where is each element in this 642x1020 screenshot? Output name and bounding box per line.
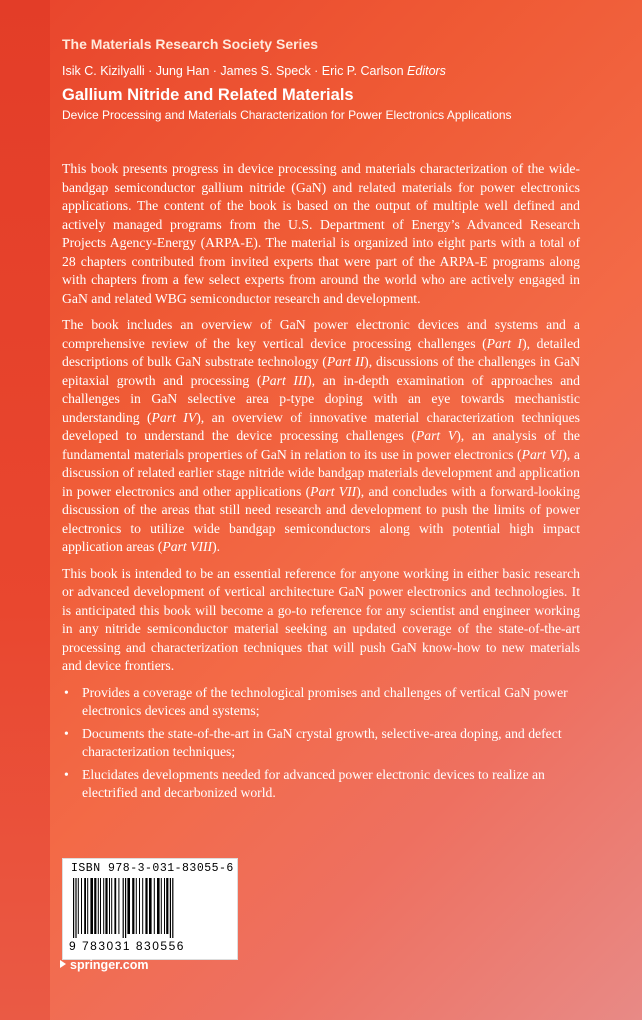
barcode-bar — [149, 878, 152, 934]
isbn-barcode — [62, 858, 238, 960]
book-subtitle: Device Processing and Materials Characterization for Power Electronics Applications — [62, 108, 512, 122]
barcode-bar — [84, 878, 86, 934]
part-ref: Part VIII — [162, 539, 213, 554]
barcode-bar — [118, 878, 119, 934]
barcode-bar — [139, 878, 140, 934]
book-title: Gallium Nitride and Related Materials — [62, 86, 354, 104]
p2-text: ), an in-depth examination of approaches and challenges in GaN selective area p-type doping with an eye towards mechanistic understanding ( — [62, 372, 580, 425]
barcode-bar — [73, 878, 74, 938]
part-ref: Part IV — [151, 409, 197, 425]
barcode-bar — [170, 878, 171, 938]
barcode-bar — [127, 878, 130, 934]
barcode-bars — [71, 878, 229, 938]
spine-strip — [0, 0, 50, 1020]
part-ref: Part III — [261, 372, 308, 388]
barcode-bar — [172, 878, 173, 938]
feature-list — [62, 684, 580, 803]
arrow-icon — [60, 960, 66, 968]
barcode-bar — [161, 878, 162, 934]
barcode-bar — [105, 878, 107, 934]
blurb-paragraph-1: This book presents progress in device processing and materials characterization of the wide-bandgap semiconductor gallium nitride (GaN) and related materials for power electronics applications. The content of the book is based on the output of multiple well defined and actively managed programs from the U.S. Department of Energy’s Advanced Research Projects Agency-Energy (ARPA-E). The material is organized into eight parts with a total of 28 chapters contributed from invited experts that were part of the ARPA-E programs along with chapters from a few select experts from around the world who are actively engaged in GaN and related WBG semiconductor research and development. — [62, 161, 580, 306]
barcode-bar — [90, 878, 93, 934]
part-ref: Part VI — [521, 446, 563, 462]
barcode-bar — [132, 878, 134, 934]
part-ref: Part V — [415, 428, 457, 443]
barcode-bar — [75, 878, 76, 938]
barcode-bar — [123, 878, 124, 938]
editors-label: Editors — [407, 64, 446, 78]
barcode-bar — [94, 878, 96, 934]
barcode-bar — [103, 878, 104, 934]
barcode-bar — [114, 878, 116, 934]
p2-text: ), discussions of the challenges in GaN epitaxial growth and processing ( — [62, 354, 580, 388]
p2-text: ), an overview of innovative material characterization techniques developed to understand the device processing challenges ( — [62, 409, 580, 443]
part-ref: Part II — [326, 354, 365, 369]
barcode-bar — [154, 878, 155, 934]
blurb-paragraph-3: This book is intended to be an essential reference for anyone working in either basic research or advanced development of vertical architecture GaN power electronics and technologies. It is anticipated this book will become a go-to reference for any scientist and engineer working in any nitride semiconductor material seeking an updated coverage of the state-of-the-art processing and characterization techniques that will push GaN know-how to new materials and device frontiers. — [62, 565, 580, 673]
list-item: • Documents the state-of-the-art in GaN crystal growth, selective-area doping, and defect characterization techniques; — [62, 725, 580, 762]
p2-text: The book includes an overview of GaN power electronic devices and systems and a comprehensive review of the key vertical device processing challenges ( — [62, 317, 580, 351]
p2-text: ), an analysis of the fundamental materials properties of GaN in relation to its use in power electronics ( — [62, 428, 580, 462]
series-name: The Materials Research Society Series — [62, 36, 319, 52]
barcode-bar — [145, 878, 147, 934]
barcode-bar — [100, 878, 101, 934]
list-item: • Provides a coverage of the technological promises and challenges of vertical GaN power electronics devices and systems; — [62, 684, 580, 721]
publisher-link[interactable] — [60, 958, 149, 972]
part-ref: Part I — [486, 335, 523, 351]
barcode-bar — [125, 878, 126, 938]
list-item: • Elucidates developments needed for advanced power electronic devices to realize an electrified and decarbonized world. — [62, 766, 580, 803]
barcode-bar — [81, 878, 82, 934]
editors-line — [62, 64, 446, 78]
barcode-bar — [87, 878, 88, 934]
p2-text: ), and concludes with a forward-looking discussion of the areas that still need research and development to push the limits of power electronics to utilize wide bandgap semiconductors along with potential high impact application areas ( — [62, 483, 581, 554]
barcode-bar — [109, 878, 110, 934]
blurb — [62, 160, 580, 807]
barcode-bar — [111, 878, 112, 934]
barcode-bar — [166, 878, 168, 934]
isbn-number: ISBN 978-3-031-83055-6 — [71, 862, 234, 875]
barcode-bar — [164, 878, 165, 934]
barcode-bar — [142, 878, 143, 934]
blurb-paragraph-2 — [62, 316, 580, 557]
barcode-bar — [136, 878, 137, 934]
barcode-bar — [78, 878, 79, 934]
part-ref: Part VII — [310, 483, 357, 499]
p2-text: ), detailed descriptions of bulk GaN substrate technology ( — [62, 335, 580, 369]
barcode-bar — [98, 878, 99, 934]
barcode-digits: 9 783031 830556 — [69, 939, 185, 953]
barcode-bar — [157, 878, 160, 934]
p2-text: ), a discussion of related earlier stage nitride wide bandgap materials development and application in power electronics and other applications ( — [62, 446, 580, 499]
publisher-url: springer.com — [70, 958, 149, 972]
p2-text: ). — [212, 539, 221, 554]
editor-names: Isik C. Kizilyalli · Jung Han · James S. Speck · Eric P. Carlson — [62, 64, 404, 78]
